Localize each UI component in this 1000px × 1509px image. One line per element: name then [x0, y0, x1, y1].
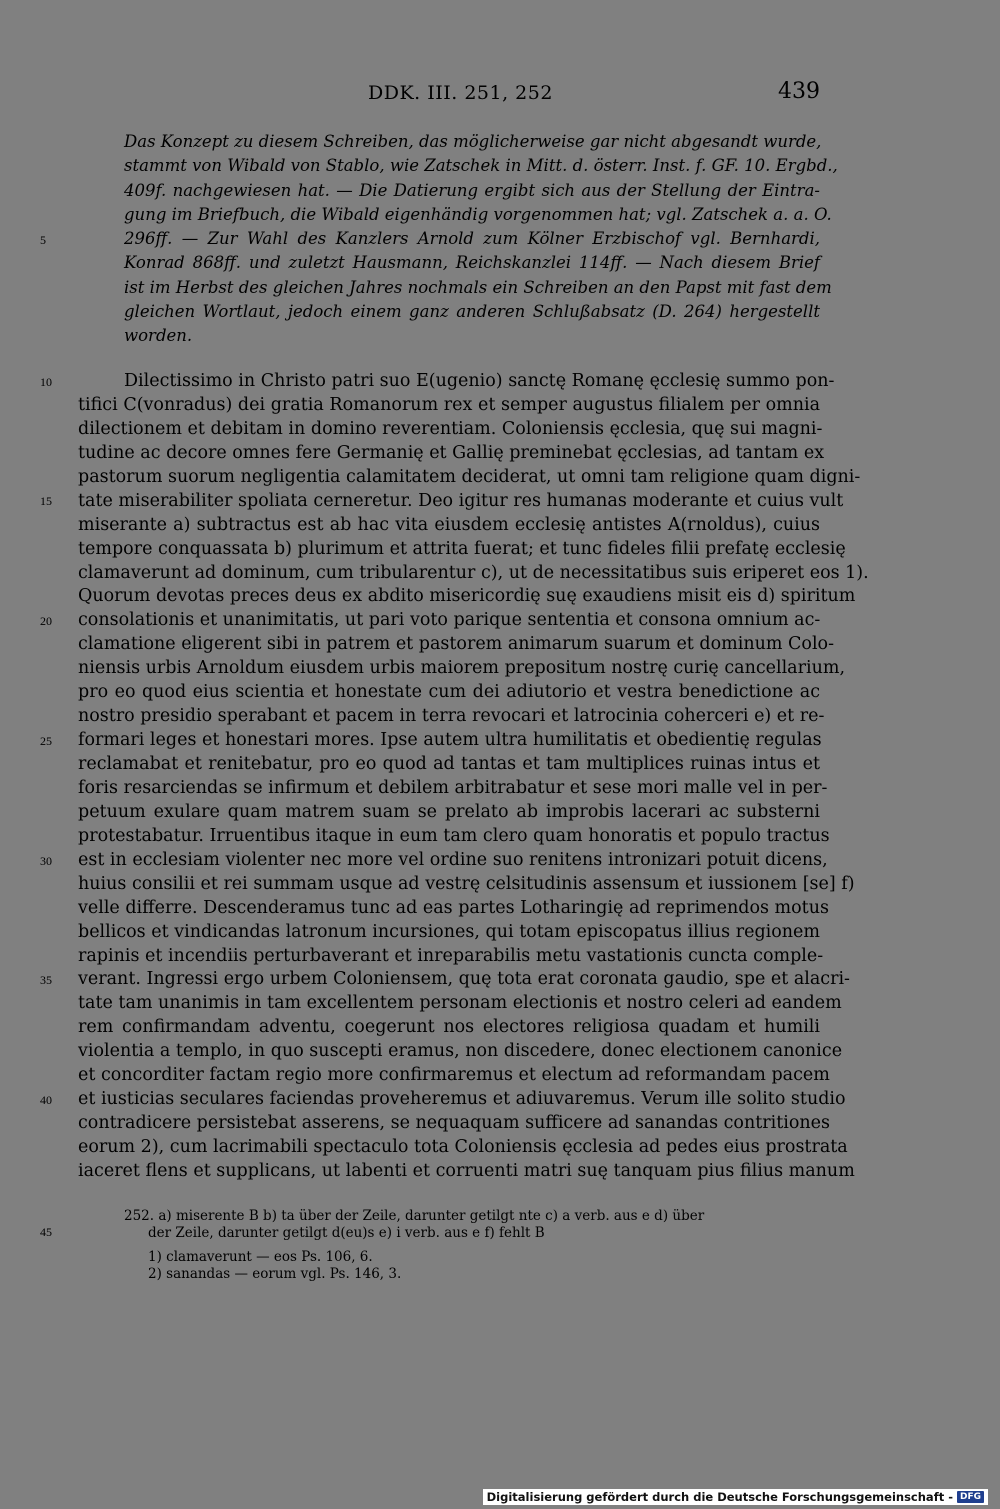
intro-line: gung im Briefbuch, die Wibald eigenhändig vorgenommen hat; vgl. Zatschek a. a. O. [124, 204, 832, 224]
charter-line: rapinis et incendiis perturbaverant et inreparabilis metu vastationis cuncta comple- [78, 945, 824, 966]
charter-line: petuum exulare quam matrem suam se prelato ab improbis lacerari ac substerni [78, 801, 820, 822]
line-number: 25 [40, 734, 52, 748]
charter-line: iaceret flens et supplicans, ut labenti et corruenti matri suę tanquam pius filius manum [78, 1160, 855, 1181]
charter-line: clamaverunt ad dominum, cum tribularentur c), ut de necessitatibus suis eriperet eos 1). [78, 562, 869, 583]
charter-line: tempore conquassata b) plurimum et attrita fuerat; et tunc fideles filii prefatę ecclesię [78, 538, 846, 559]
apparatus-note: der Zeile, darunter getilgt d(eu)s e) i verb. aus e f) fehlt B [148, 1224, 545, 1241]
charter-line: consolationis et unanimitatis, ut pari voto parique sententia et consona omnium ac- [78, 610, 821, 631]
charter-line: rem confirmandam adventu, coegerunt nos electores religiosa quadam et humili [78, 1017, 820, 1038]
charter-line: tifici C(vonradus) dei gratia Romanorum rex et semper augustus filialem per omnia [78, 394, 820, 415]
charter-line: formari leges et honestari mores. Ipse autem ultra humilitatis et obedientię regulas [78, 730, 822, 751]
charter-line: eorum 2), cum lacrimabili spectaculo tota Coloniensis ęcclesia ad pedes eius prostrata [78, 1137, 848, 1157]
introductory-commentary [124, 130, 838, 349]
line-number: 30 [40, 854, 52, 868]
line-number: 40 [40, 1093, 52, 1107]
charter-line: verant. Ingressi ergo urbem Coloniensem, quę tota erat coronata gaudio, spe et alacri- [78, 969, 850, 990]
charter-line: et iusticias seculares faciendas proveheremus et adiuvaremus. Verum ille solito studio [78, 1089, 846, 1110]
source-note: 1) clamaverunt — eos Ps. 106, 6. [148, 1249, 373, 1265]
charter-line: violentia a templo, in quo suscepti eramus, non discedere, donec electionem canonice [78, 1041, 843, 1062]
intro-line: gleichen Wortlaut, jedoch einem ganz anderen Schlußabsatz (D. 264) hergestellt [124, 302, 820, 322]
charter-line: pastorum suorum negligentia calamitatem deciderat, ut omni tam religione quam digni- [78, 466, 861, 487]
line-number: 45 [40, 1225, 52, 1239]
charter-line: dilectionem et debitam in domino reverentiam. Coloniensis ęcclesia, quę sui magni- [78, 418, 823, 439]
footnotes [124, 1208, 820, 1282]
charter-line: est in ecclesiam violenter nec more vel ordine suo renitens intronizari potuit dicens, [78, 849, 828, 870]
charter-text [78, 370, 869, 1184]
dfg-logo-icon: DFG [957, 1491, 984, 1503]
intro-line: stammt von Wibald von Stablo, wie Zatschek in Mitt. d. österr. Inst. f. GF. 10. Ergbd., [124, 156, 838, 176]
charter-line: et concorditer factam regio more confirmaremus et electum ad reformandam pacem [78, 1065, 830, 1086]
charter-line: tate tam unanimis in tam excellentem personam electionis et nostro celeri ad eandem [78, 993, 842, 1014]
charter-line: tudine ac decore omnes fere Germanię et Gallię preminebat ęcclesias, ad tantam ex [78, 442, 825, 463]
page-header [0, 79, 1000, 112]
funding-text: Digitalisierung gefördert durch die Deutsche Forschungsgemeinschaft - [486, 1490, 953, 1504]
line-number: 15 [40, 494, 52, 508]
intro-line: worden. [124, 326, 193, 346]
charter-line: velle differre. Descenderamus tunc ad eas partes Lotharingię ad reprimendos motus [78, 897, 829, 918]
note-divider [124, 1241, 820, 1249]
line-number: 20 [40, 614, 52, 628]
intro-line: Konrad 868ff. und zuletzt Hausmann, Reichskanzlei 114ff. — Nach diesem Brief [124, 253, 820, 273]
intro-line: 409f. nachgewiesen hat. — Die Datierung ergibt sich aus der Stellung der Eintra- [124, 180, 820, 200]
page-number: 439 [778, 79, 820, 104]
apparatus-note: 252. a) miserente B b) ta über der Zeile, darunter getilgt nte c) a verb. aus e d) über [124, 1208, 705, 1224]
charter-line: protestabatur. Irruentibus itaque in eum tam clero quam honoratis et populo tractus [78, 825, 830, 846]
line-number: 5 [40, 233, 46, 247]
charter-line: tate miserabiliter spoliata cerneretur. Deo igitur res humanas moderante et cuius vult [78, 490, 844, 511]
charter-line: foris resarciendas se infirmum et debilem arbitrabatur et sese mori malle vel in per- [78, 777, 828, 798]
charter-line: bellicos et vindicandas latronum incursiones, qui totam episcopatus illius regionem [78, 921, 820, 942]
line-number: 35 [40, 973, 52, 987]
charter-line: Dilectissimo in Christo patri suo E(ugenio) sanctę Romanę ęcclesię summo pon- [124, 371, 835, 391]
charter-line: huius consilii et rei summam usque ad vestrę celsitudinis assensum et iussionem [se] f) [78, 873, 855, 894]
intro-line: 296ff. — Zur Wahl des Kanzlers Arnold zum Kölner Erzbischof vgl. Bernhardi, [124, 229, 820, 249]
funding-footer [483, 1489, 988, 1505]
charter-line: pro eo quod eius scientia et honestate cum dei adiutorio et vestra benedictione ac [78, 682, 820, 703]
intro-line: ist im Herbst des gleichen Jahres nochmals ein Schreiben an den Papst mit fast dem [124, 277, 832, 297]
charter-line: contradicere persistebat asserens, se nequaquam sufficere ad sanandas contritiones [78, 1113, 830, 1134]
charter-line: Quorum devotas preces deus ex abdito misericordię suę exaudiens misit eis d) spiritum [78, 586, 856, 607]
charter-line: miserante a) subtractus est ab hac vita eiusdem ecclesię antistes A(rnoldus), cuius [78, 514, 820, 535]
charter-line: nostro presidio sperabant et pacem in terra revocari et latrocinia coherceri e) et re- [78, 706, 825, 727]
charter-line: niensis urbis Arnoldum eiusdem urbis maiorem prepositum nostrę curię cancellarium, [78, 658, 846, 679]
line-number: 10 [40, 375, 52, 389]
charter-line: reclamabat et renitebatur, pro eo quod ad tantas et tam multiplices ruinas intus et [78, 754, 820, 774]
source-note: 2) sanandas — eorum vgl. Ps. 146, 3. [148, 1265, 402, 1282]
charter-line: clamatione eligerent sibi in patrem et pastorem animarum suarum et dominum Colo- [78, 634, 834, 655]
intro-line: Das Konzept zu diesem Schreiben, das möglicherweise gar nicht abgesandt wurde, [124, 132, 822, 151]
running-head: DDK. III. 251, 252 [368, 82, 553, 104]
